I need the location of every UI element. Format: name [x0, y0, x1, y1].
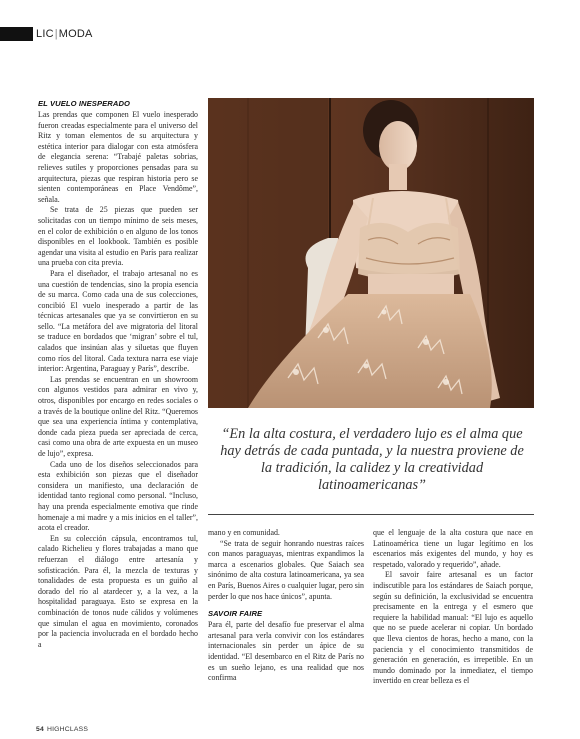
- body-paragraph: Las prendas se encuentran en un showroom con algunos vestidos para admirar en vivo y, otros, disponibles por encargo en redes sociales o a través de la boutique online del Ritz. “Queremos que sea una experiencia íntima y contemplativa, donde cada pieza pueda ser apreciada de cerca, casi como una obra de arte expuesta en un museo de lujo”, expresa.: [38, 374, 198, 458]
- article-column-1: [38, 99, 198, 650]
- body-paragraph: “Se trata de seguir honrando nuestras raíces con manos paraguayas, mientras expandimos la marca a escenarios globales. Que Saiach sea sinónimo de alta costura latinoamericana, ya sea en París, Buenos Aires o cualquier lugar, pero sin perder lo que nos hace únicos”, apunta.: [208, 538, 364, 601]
- magazine-name: HIGHCLASS: [46, 726, 89, 733]
- body-paragraph: Para el diseñador, el trabajo artesanal no es una cuestión de tendencias, sino la propia esencia de su marca. Como cada una de sus colecciones, concibió El vuelo inesperado a partir de las técnicas artesanales que ya se convirtieron en su sello. “La metáfora del ave migratoria del litoral se traduce en bordados que ‘migran’ sobre el tul, calados que insinúan alas y siluetas que fluyen como ríos del litoral. Cada textura narra ese viaje interior: Argentina, Paraguay y París”, describe.: [38, 268, 198, 374]
- article-column-2: [208, 528, 364, 684]
- section-label-b: MODA: [58, 28, 93, 40]
- page-number: 54: [36, 726, 44, 733]
- section-label-a: LIC: [36, 28, 54, 40]
- section-label: LIC|MODA: [36, 28, 93, 40]
- body-paragraph: Para él, parte del desafío fue preservar el alma artesanal para verla convivir con los estándares internacionales sin perder un ápice de su identidad. “El desembarco en el Ritz de París no es un sueño lejano, es una realidad que nos confirma: [208, 620, 364, 683]
- page-footer: [36, 726, 88, 733]
- body-paragraph: El savoir faire artesanal es un factor indiscutible para los estándares de Saiach porque, según su definición, la exclusividad se encuentra precisamente en la entrega y el esmero que requiere la habilidad manual: “El lujo es aquello que no se puede acelerar ni copiar. Un bordado que lleva cientos de horas, hecho a mano, con la paciencia y el conocimiento transmitidos de generación en generación, es irrepetible. En un mundo dominado por la inmediatez, el tiempo invertido en crear belleza es el: [373, 570, 533, 686]
- section-marker-bar: [0, 27, 33, 41]
- pull-quote: “En la alta costura, el verdadero lujo es el alma que hay detrás de cada puntada, y la nuestra proviene de la tradición, la calidez y la creatividad latinoamericanas”: [220, 426, 524, 493]
- body-paragraph: Se trata de 25 piezas que pueden ser solicitadas con un tiempo mínimo de seis meses, en el color de exhibición o en alguno de los tonos disponibles en el lookbook. También es posible agendar una visita al estudio en París para realizar una prueba con cita previa.: [38, 205, 198, 268]
- body-paragraph: Las prendas que componen El vuelo inesperado fueron creadas especialmente para el universo del Ritz y toman elementos de su arquitectura y estética interior para dialogar con esta atmósfera de elegancia serena: “Trabajé paletas sobrias, relieves sutiles y proporciones pensadas para su arquitectura, piezas que respiran historia pero se sienten contemporáneas en Place Vendôme”, señala.: [38, 110, 198, 204]
- pull-quote-divider: [208, 514, 534, 515]
- subheading-vuelo-inesperado: EL VUELO INESPERADO: [38, 99, 131, 108]
- subheading-savoir-faire: SAVOIR FAIRE: [208, 609, 263, 619]
- body-paragraph: Cada uno de los diseños seleccionados para esta exhibición son piezas que el diseñador considera un manifiesto, una declaración de identidad tanto regional como personal. “Incluso, hay una prenda especialmente emotiva que rinde homenaje a mi madre y a mis inicios en el taller”, acota el creador.: [38, 459, 198, 533]
- article-column-3: [373, 528, 533, 687]
- body-paragraph: En su colección cápsula, encontramos tul, calado Richelieu y flores trabajadas a mano que refuerzan el diálogo entre artesanía y sofisticación. Para él, la mezcla de texturas y tonalidades de esta propuesta es un guiño al dorado del río al atardecer y, a la vez, a la hospitalidad paraguaya. Esto se expresa en la combinación de tonos nude cálidos y volúmenes que simulan el agua en movimiento, coronados por la paciencia involucrada en el bordado hecho a: [38, 533, 198, 649]
- model-photo-illustration: [208, 98, 534, 408]
- body-paragraph: que el lenguaje de la alta costura que nace en Latinoamérica tiene un lugar legítimo en los escenarios más exigentes del mundo, y hoy es respetado, valorado y requerido”, añade.: [373, 528, 533, 569]
- body-paragraph: mano y en comunidad.: [208, 528, 280, 537]
- model-photo: [208, 98, 534, 408]
